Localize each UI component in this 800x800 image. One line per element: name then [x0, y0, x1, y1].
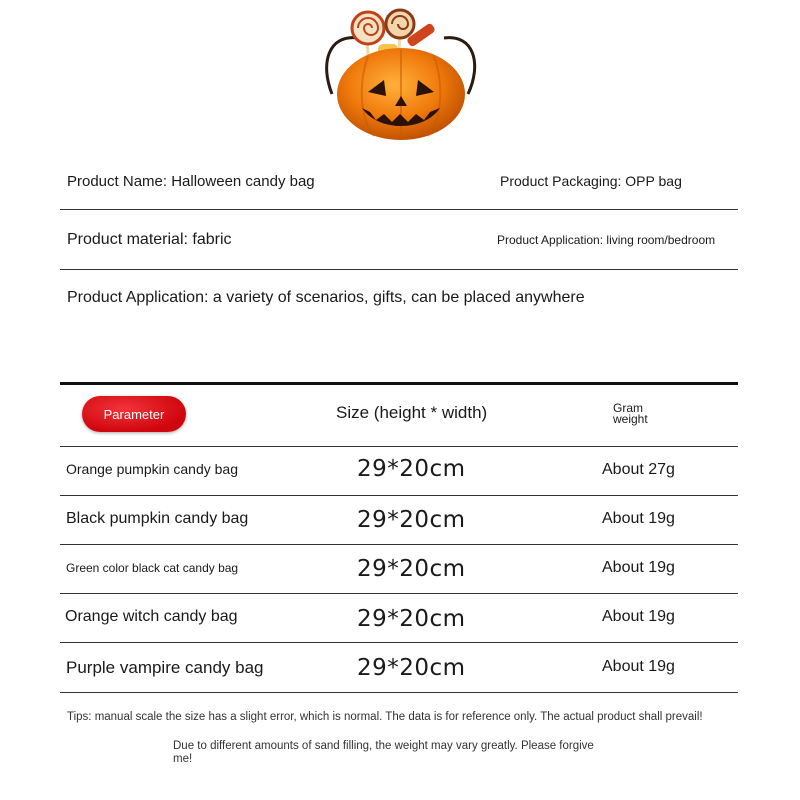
gram-weight-header — [613, 403, 673, 425]
table-row-name: Orange pumpkin candy bag — [66, 461, 238, 477]
product-packaging: Product Packaging: OPP bag — [500, 173, 682, 189]
product-material: Product material: fabric — [67, 231, 232, 248]
table-row-size: 29*20cm — [357, 655, 466, 681]
divider — [60, 593, 738, 594]
gram-header-line2: weight — [613, 412, 648, 426]
divider — [60, 495, 738, 496]
table-row-weight: About 19g — [602, 510, 675, 527]
table-bottom-border — [60, 692, 738, 693]
size-header: Size (height * width) — [336, 403, 488, 422]
product-name: Product Name: Halloween candy bag — [67, 173, 315, 190]
table-row-weight: About 19g — [602, 608, 675, 625]
table-row-weight: About 19g — [602, 559, 675, 576]
divider — [60, 446, 738, 447]
divider — [60, 544, 738, 545]
table-row-size: 29*20cm — [357, 556, 466, 582]
divider — [60, 642, 738, 643]
table-row-size: 29*20cm — [357, 456, 466, 482]
table-row-size: 29*20cm — [357, 507, 466, 533]
gram-header-line1: Gram — [613, 401, 643, 415]
product-application-short: Product Application: living room/bedroom — [497, 233, 716, 247]
parameter-badge: Parameter — [82, 396, 186, 432]
table-row-name: Purple vampire candy bag — [66, 658, 264, 677]
pumpkin-candy-bucket-icon — [318, 4, 484, 144]
table-row-name: Black pumpkin candy bag — [66, 510, 249, 527]
divider — [60, 269, 738, 270]
divider — [60, 209, 738, 210]
table-row-name: Green color black cat candy bag — [66, 561, 239, 575]
table-row-name: Orange witch candy bag — [65, 608, 238, 625]
table-row-weight: About 27g — [602, 461, 675, 478]
product-application-long: Product Application: a variety of scenarios, gifts, can be placed anywhere — [67, 289, 585, 306]
tips-note: Tips: manual scale the size has a slight error, which is normal. The data is for reference only. The actual product shall prevail! — [67, 711, 703, 723]
table-row-size: 29*20cm — [357, 606, 466, 632]
weight-note: Due to different amounts of sand filling, the weight may vary greatly. Please forgive me! — [173, 740, 594, 765]
table-top-border — [60, 382, 738, 385]
table-row-weight: About 19g — [602, 658, 675, 675]
